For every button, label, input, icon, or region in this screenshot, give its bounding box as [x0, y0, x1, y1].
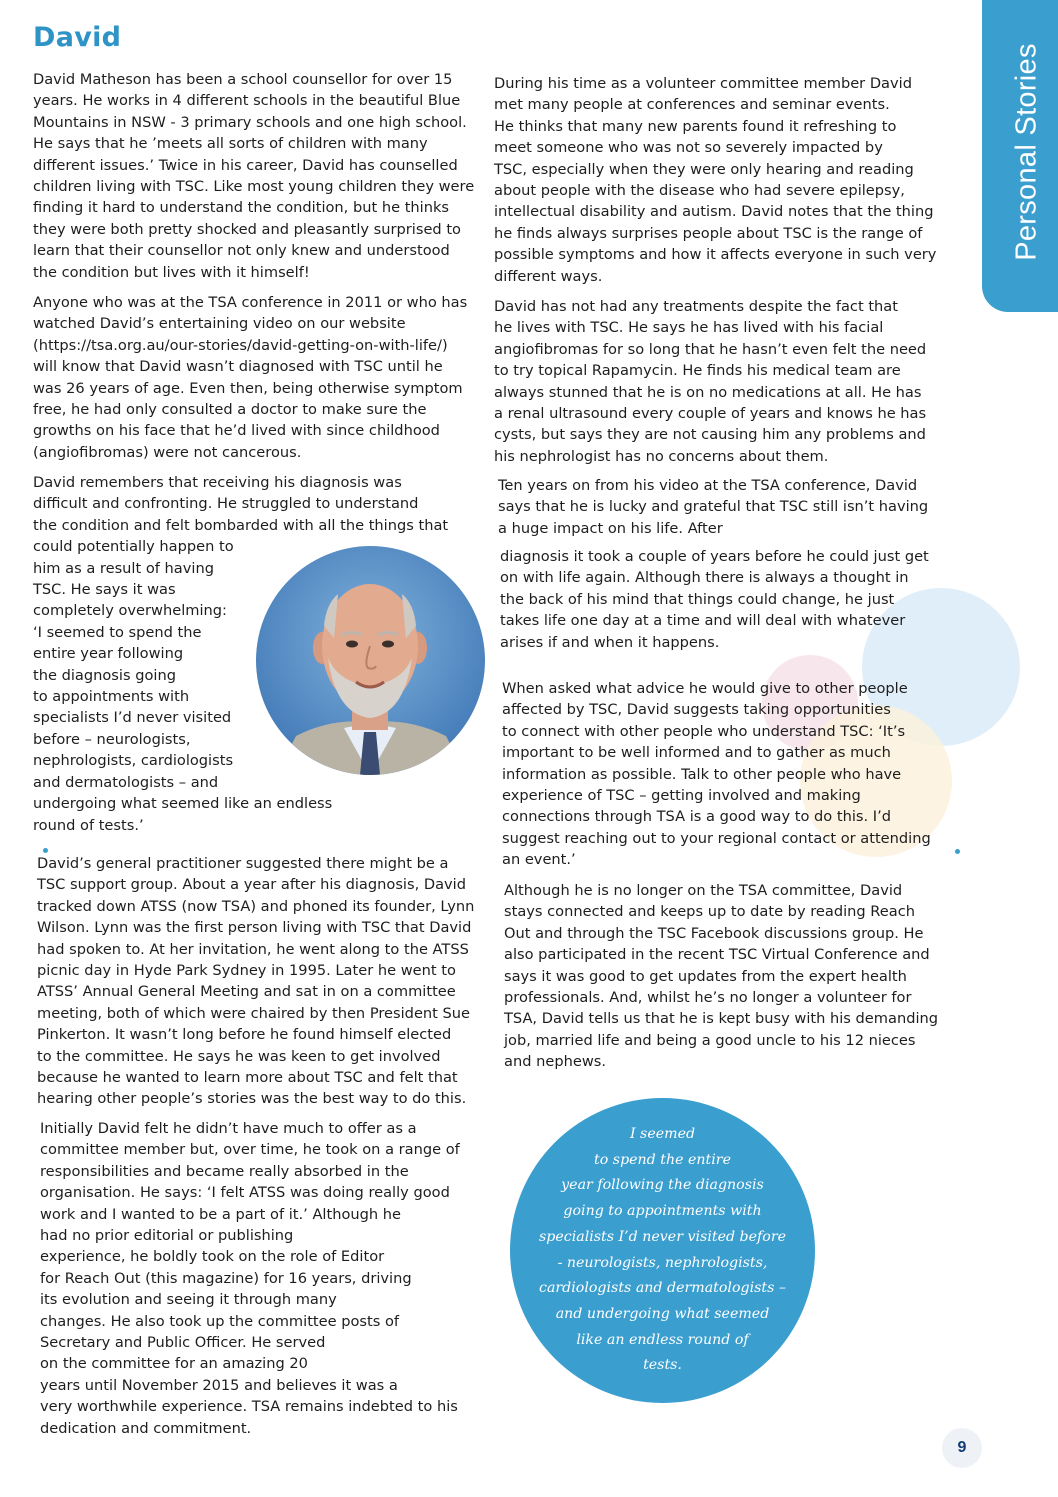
- text-line: (angiofibromas) were not cancerous.: [33, 443, 302, 461]
- text-line: the diagnosis going: [33, 666, 176, 684]
- quote-line: and undergoing what seemed: [555, 1305, 770, 1322]
- text-line: completely overwhelming:: [33, 602, 227, 620]
- portrait-photo: [256, 546, 485, 775]
- text-line: angiofibromas for so long that he hasn’t even felt the need: [494, 340, 927, 358]
- text-line: hearing other people’s stories was the best way to do this.: [37, 1090, 467, 1108]
- text-line: ATSS’ Annual General Meeting and sat in on a committee: [37, 983, 456, 1001]
- quote-line: I seemed: [629, 1126, 696, 1142]
- pull-quote-circle: [510, 1098, 815, 1403]
- text-line: could potentially happen to: [33, 538, 234, 556]
- text-line: different ways.: [494, 267, 603, 285]
- quote-line: specialists I’d never visited before: [539, 1228, 786, 1245]
- decorative-dot: [955, 849, 960, 854]
- text-line: meet someone who was not so severely impacted by: [494, 139, 883, 157]
- text-line: before – neurologists,: [33, 730, 191, 748]
- paragraph-intro: [33, 69, 474, 283]
- text-line: to connect with other people who understand TSC: ‘It’s: [502, 722, 906, 740]
- text-line: TSC, especially when they were only hearing and reading: [494, 160, 914, 178]
- paragraph-treatments: [494, 296, 926, 467]
- text-line: had no prior editorial or publishing: [40, 1227, 294, 1245]
- text-line: David’s general practitioner suggested there might be a: [37, 855, 449, 872]
- text-line: He thinks that many new parents found it refreshing to: [494, 117, 897, 135]
- text-line: round of tests.’: [33, 816, 144, 834]
- text-line: years until November 2015 and believes it was a: [40, 1376, 398, 1394]
- text-line: growths on his face that he’d lived with since childhood: [33, 422, 440, 440]
- text-line: and dermatologists – and: [33, 773, 219, 791]
- paragraph-support-group: [37, 853, 474, 1110]
- text-line: to appointments with: [33, 688, 190, 706]
- text-line: he finds always surprises people about TSC is the range of: [494, 224, 923, 242]
- text-line: on the committee for an amazing 20: [40, 1355, 308, 1373]
- text-line: (https://tsa.org.au/our-stories/david-getting-on-with-life/): [33, 336, 448, 354]
- text-line: intellectual disability and autism. David notes that the thing: [494, 203, 934, 221]
- text-line: ‘I seemed to spend the: [33, 623, 202, 641]
- text-line: tracked down ATSS (now TSA) and phoned its founder, Lynn: [37, 897, 475, 915]
- text-line: him as a result of having: [33, 559, 214, 577]
- text-line: specialists I’d never visited: [33, 709, 232, 727]
- paragraph-volunteer-time: [494, 73, 936, 287]
- text-line: affected by TSC, David suggests taking opportunities: [502, 701, 891, 719]
- text-line: responsibilities and became really absorbed in the: [40, 1162, 409, 1180]
- text-line: also participated in the recent TSC Virtual Conference and: [504, 946, 930, 964]
- text-line: the back of his mind that things could change, he just: [500, 590, 895, 608]
- text-line: to the committee. He says he was keen to get involved: [37, 1047, 441, 1065]
- text-line: takes life one day at a time and will deal with whatever: [500, 612, 906, 630]
- text-line: Initially David felt he didn’t have much to offer as a: [40, 1120, 417, 1137]
- text-line: different issues.’ Twice in his career, David has counselled: [33, 156, 458, 174]
- text-line: met many people at conferences and seminar events.: [494, 96, 890, 114]
- text-line: He says that he ’meets all sorts of children with many: [33, 135, 428, 153]
- text-line: a huge impact on his life. After: [498, 519, 723, 537]
- text-line: on with life again. Although there is always a thought in: [500, 569, 909, 587]
- text-line: says that he is lucky and grateful that TSC still isn’t having: [498, 498, 929, 516]
- text-line: and nephews.: [504, 1053, 606, 1071]
- text-line: he lives with TSC. He says he has lived with his facial: [494, 319, 884, 337]
- text-line: they were both pretty shocked and pleasantly surprised to: [33, 220, 461, 238]
- quote-line: - neurologists, nephrologists,: [557, 1254, 768, 1271]
- text-line: Out and through the TSC Facebook discussions group. He: [504, 924, 924, 942]
- text-line: arises if and when it happens.: [500, 633, 720, 651]
- paragraph-advice: [502, 678, 931, 871]
- text-line: was 26 years of age. Even then, being otherwise symptom: [33, 379, 463, 397]
- text-line: meeting, both of which were chaired by then President Sue: [37, 1004, 471, 1022]
- paragraph-committee-work: [40, 1118, 460, 1439]
- text-line: TSC. He says it was: [33, 581, 176, 599]
- text-line: suggest reaching out to your regional contact or attending: [502, 829, 931, 847]
- text-line: Secretary and Public Officer. He served: [40, 1334, 326, 1352]
- text-line: children living with TSC. Like most young children they were: [33, 178, 475, 196]
- text-line: changes. He also took up the committee posts of: [40, 1312, 400, 1330]
- text-line: dedication and commitment.: [40, 1419, 252, 1437]
- text-line: had spoken to. At her invitation, he went along to the ATSS: [37, 940, 469, 958]
- text-line: connections through TSA is a good way to do this. I’d: [502, 808, 891, 826]
- text-line: will know that David wasn’t diagnosed with TSC until he: [33, 358, 443, 376]
- quote-line: going to appointments with: [563, 1203, 762, 1220]
- text-line: for Reach Out (this magazine) for 16 years, driving: [40, 1269, 412, 1287]
- text-line: work and I wanted to be a part of it.’ Although he: [40, 1205, 402, 1223]
- text-line: the condition and felt bombarded with all the things that: [33, 516, 449, 534]
- text-line: David Matheson has been a school counsellor for over 15: [33, 71, 453, 88]
- text-line: important to be well informed and to gather as much: [502, 744, 891, 762]
- text-line: undergoing what seemed like an endless: [33, 795, 333, 813]
- paragraph-life-after-diagnosis: [500, 546, 929, 653]
- quote-line: to spend the entire: [594, 1151, 731, 1168]
- text-line: information as possible. Talk to other people who have: [502, 765, 902, 783]
- text-line: because he wanted to learn more about TSC and felt that: [37, 1069, 458, 1087]
- text-line: When asked what advice he would give to other people: [502, 680, 908, 697]
- text-line: Wilson. Lynn was the first person living with TSC that David: [37, 919, 472, 937]
- text-line: free, he had only consulted a doctor to make sure the: [33, 401, 427, 419]
- text-line: watched David’s entertaining video on our website: [33, 315, 406, 333]
- page-number: 9: [942, 1428, 982, 1468]
- text-line: his nephrologist has no concerns about them.: [494, 447, 829, 465]
- text-line: Although he is no longer on the TSA committee, David: [504, 882, 903, 899]
- text-line: Anyone who was at the TSA conference in 2011 or who has: [33, 294, 468, 311]
- text-line: stays connected and keeps up to date by reading Reach: [504, 903, 915, 921]
- text-line: a renal ultrasound every couple of years and knows he has: [494, 405, 927, 423]
- text-line: experience of TSC – getting involved and making: [502, 787, 861, 805]
- text-line: finding it hard to understand the condition, but he thinks: [33, 199, 450, 217]
- article-title: David: [33, 22, 122, 53]
- paragraph-diagnosis-age: [33, 292, 467, 463]
- text-line: committee member but, over time, he took on a range of: [40, 1141, 460, 1159]
- text-line: During his time as a volunteer committee member David: [494, 75, 912, 92]
- text-line: about people with the disease who had severe epilepsy,: [494, 182, 905, 200]
- text-line: diagnosis it took a couple of years before he could just get: [500, 548, 929, 565]
- text-line: David has not had any treatments despite the fact that: [494, 298, 898, 315]
- text-line: Pinkerton. It wasn’t long before he found himself elected: [37, 1026, 452, 1044]
- text-line: professionals. And, whilst he’s no longer a volunteer for: [504, 989, 912, 1007]
- text-line: very worthwhile experience. TSA remains indebted to his: [40, 1398, 458, 1416]
- quote-line: tests.: [643, 1357, 682, 1374]
- text-line: says it was good to get updates from the expert health: [504, 967, 907, 985]
- text-line: job, married life and being a good uncle to his 12 nieces: [504, 1031, 916, 1049]
- text-line: entire year following: [33, 645, 184, 663]
- text-line: Ten years on from his video at the TSA conference, David: [498, 477, 918, 494]
- paragraph-staying-connected: [504, 880, 938, 1073]
- text-line: an event.’: [502, 851, 576, 869]
- quote-line: like an endless round of: [576, 1331, 749, 1348]
- text-line: to try topical Rapamycin. He finds his medical team are: [494, 362, 901, 380]
- text-line: years. He works in 4 different schools in the beautiful Blue: [33, 92, 461, 110]
- text-line: organisation. He says: ‘I felt ATSS was doing really good: [40, 1184, 450, 1202]
- text-line: possible symptoms and how it affects everyone in such very: [494, 246, 937, 264]
- text-line: its evolution and seeing it through many: [40, 1291, 337, 1309]
- quote-line: year following the diagnosis: [561, 1177, 764, 1194]
- pull-quote: [510, 1122, 815, 1379]
- text-line: picnic day in Hyde Park Sydney in 1995. Later he went to: [37, 962, 456, 980]
- text-line: difficult and confronting. He struggled to understand: [33, 495, 419, 513]
- text-line: TSC support group. About a year after his diagnosis, David: [37, 876, 466, 894]
- text-line: TSA, David tells us that he is kept busy with his demanding: [504, 1010, 939, 1028]
- section-tab-label: Personal Stories: [1010, 43, 1043, 261]
- text-line: the condition but lives with it himself!: [33, 263, 310, 281]
- section-tab: [982, 0, 1058, 312]
- text-line: always stunned that he is on no medications at all. He has: [494, 383, 922, 401]
- text-line: nephrologists, cardiologists: [33, 752, 234, 770]
- text-line: learn that their counsellor not only knew and understood: [33, 242, 450, 260]
- text-line: cysts, but says they are not causing him any problems and: [494, 426, 926, 444]
- text-line: David remembers that receiving his diagnosis was: [33, 474, 402, 491]
- text-line: Mountains in NSW - 3 primary schools and one high school.: [33, 113, 467, 131]
- quote-line: cardiologists and dermatologists –: [539, 1280, 786, 1297]
- text-line: experience, he boldly took on the role of Editor: [40, 1248, 385, 1266]
- paragraph-ten-years-on: [498, 475, 928, 539]
